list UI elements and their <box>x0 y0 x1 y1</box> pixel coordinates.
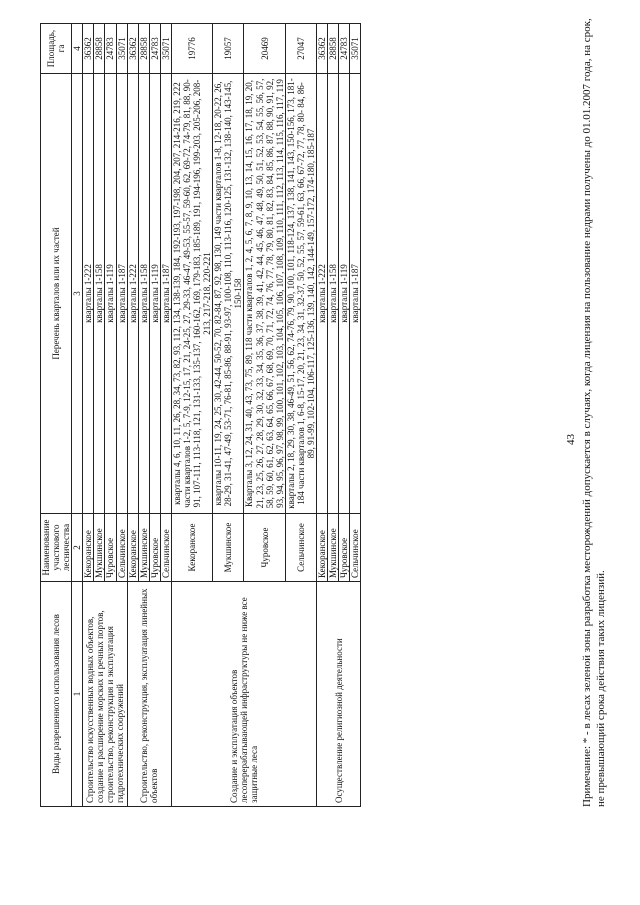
index-cell: 2 <box>72 514 83 582</box>
quarters-cell: кварталы 1-119 <box>105 74 116 514</box>
forestry-cell: Сельчинское <box>160 514 171 582</box>
forestry-cell: Сельчинское <box>285 514 316 582</box>
quarters-cell: кварталы 1-119 <box>339 74 350 514</box>
index-cell: 4 <box>72 24 83 74</box>
area-cell: 24783 <box>339 24 350 74</box>
index-cell: 1 <box>72 582 83 807</box>
forest-use-table <box>40 23 361 807</box>
table-row <box>83 24 94 807</box>
area-cell: 36362 <box>83 24 94 74</box>
quarters-cell: кварталы 1-187 <box>160 74 171 514</box>
area-cell: 20469 <box>244 24 285 74</box>
forestry-cell: Чуровское <box>149 514 160 582</box>
area-cell: 35071 <box>116 24 127 74</box>
area-cell: 19776 <box>171 24 212 74</box>
forestry-cell: Кекоранское <box>171 514 212 582</box>
area-cell: 35071 <box>160 24 171 74</box>
area-cell: 28858 <box>138 24 149 74</box>
forestry-cell: Чуровское <box>339 514 350 582</box>
table-index-row <box>72 24 83 807</box>
use-type-cell: Создание и эксплуатация объектов лесоперерабатывающей инфраструктуры не ниже все защитные леса <box>171 582 316 807</box>
forestry-cell: Чуровское <box>244 514 285 582</box>
area-cell: 36362 <box>317 24 328 74</box>
quarters-cell: кварталы 1-158 <box>328 74 339 514</box>
quarters-cell: кварталы 1-187 <box>116 74 127 514</box>
forestry-cell: Мукшинское <box>138 514 149 582</box>
forestry-cell: Кекоранское <box>127 514 138 582</box>
forestry-cell: Мукшинское <box>213 514 244 582</box>
header-forestry: Наименование участкового лесничества <box>41 514 72 582</box>
header-area: Площадь, га <box>41 24 72 74</box>
quarters-cell: кварталы 1-187 <box>350 74 361 514</box>
quarters-cell: кварталы 1-222 <box>127 74 138 514</box>
area-cell: 35071 <box>350 24 361 74</box>
table-header-row <box>41 24 72 807</box>
forestry-cell: Мукшинское <box>94 514 105 582</box>
header-use-type: Виды разрешенного использования лесов <box>41 582 72 807</box>
area-cell: 36362 <box>127 24 138 74</box>
forestry-cell: Сельчинское <box>350 514 361 582</box>
quarters-cell: кварталы 2, 18, 29, 30, 38, 46-49, 51, 56, 62, 74-76, 79, 90, 100, 101, 118-124, 137, 138, 141, 143, 150-156, 173, 181-184 части кварталов 1, 6-8, 15-17, 20, 21, 23, 34, 31, 32-37, 50, 52, 55, 57, 59-61, 63, 66, 67-72, 77, 78, 80- 84, 86-89, 91-99, 102-104, 106-117, 125-136, 139, 140, 142, 144-149, 157-172, 174-180, 185-187 <box>285 74 316 514</box>
use-type-cell: Строительство, реконструкция, эксплуатация линейных объектов <box>127 582 171 807</box>
use-type-cell: Строительство искусственных водных объектов, создание и расширение морских и речных портов, строительство, реконструкция и эксплуатация гидротехнических сооружений <box>83 582 127 807</box>
area-cell: 24783 <box>105 24 116 74</box>
forestry-cell: Мукшинское <box>328 514 339 582</box>
page-number: 43 <box>565 434 577 445</box>
footnote: Примечание: * - в лесах зеленой зоны разработка месторождений допускается в случаях, когда лицензия на пользование недрами получены до 01.01.2007 года, на срок, не превышающий срока действия таких лицензий. <box>581 18 608 807</box>
forestry-cell: Кекоранское <box>83 514 94 582</box>
table-row <box>171 24 212 807</box>
quarters-cell: Кварталы 3, 12, 24, 31, 40, 43, 73, 75, 89, 118 части кварталов 1, 2, 4, 5, 6, 7, 8, 9, 10, 13, 14, 15, 16, 17, 18, 19, 20, 21, 23, 25, 26, 27, 28, 29, 30, 32, 33, 34, 35, 36, 37, 38, 39, 41, 42, 44, 45, 46, 47, 48, 49, 50, 51, 52, 53, 54, 55, 56, 57, 58, 59, 60, 61, 62, 63, 64, 65, 66, 67, 68, 69, 70, 71, 72, 74, 76, 77, 78, 79, 80, 81, 82, 83, 84, 85, 86, 87, 88, 90, 91, 92, 93, 94, 95, 96, 97, 98, 99, 100, 101, 102, 103, 104, 105, 106, 107, 108, 109, 110, 111, 112, 113, 114, 115, 116, 117, 119 <box>244 74 285 514</box>
area-cell: 19057 <box>213 24 244 74</box>
quarters-cell: кварталы 10-11, 19, 24, 25, 30, 42-44, 50-52, 70, 82-84, 87, 92, 98, 130, 149 части кварталов 1-8, 12-18, 20-22, 26, 28-29, 31-41, 47-49, 53-71, 76-81, 85-86, 88-91, 93-97, 100-108, 110, 113-116, 120-125, 131-132, 138-140, 143-145, 150-158 <box>213 74 244 514</box>
quarters-cell: кварталы 1-119 <box>149 74 160 514</box>
quarters-cell: кварталы 1-158 <box>138 74 149 514</box>
area-cell: 28858 <box>328 24 339 74</box>
table-row <box>317 24 328 807</box>
quarters-cell: кварталы 1-158 <box>94 74 105 514</box>
quarters-cell: кварталы 1-222 <box>317 74 328 514</box>
area-cell: 27047 <box>285 24 316 74</box>
area-cell: 28858 <box>94 24 105 74</box>
forestry-cell: Кекоранское <box>317 514 328 582</box>
area-cell: 24783 <box>149 24 160 74</box>
quarters-cell: кварталы 4, 6, 10, 11, 26, 28, 34, 73, 82, 93, 112, 134, 138-139, 184, 192-193, 197-198, 204, 207, 214-216, 219, 222 части кварталов 1-2, 5, 7-9, 12-15, 17, 21, 24-25, 27, 29-33, 46-47, 49-53, 55-57, 59-60, 62, 69-72, 74-79, 81, 88, 90-91, 107-111, 113-118, 121, 131-133, 135-137, 160-162, 169, 179-183, 185-189, 191, 194-196, 199-203, 205-206, 208-213, 217-218, 220-221 <box>171 74 212 514</box>
forestry-cell: Чуровское <box>105 514 116 582</box>
use-type-cell: Осуществление религиозной деятельности <box>317 582 361 807</box>
table-row <box>127 24 138 807</box>
forestry-cell: Сельчинское <box>116 514 127 582</box>
header-quarters: Перечень кварталов или их частей <box>41 74 72 514</box>
quarters-cell: кварталы 1-222 <box>83 74 94 514</box>
index-cell: 3 <box>72 74 83 514</box>
